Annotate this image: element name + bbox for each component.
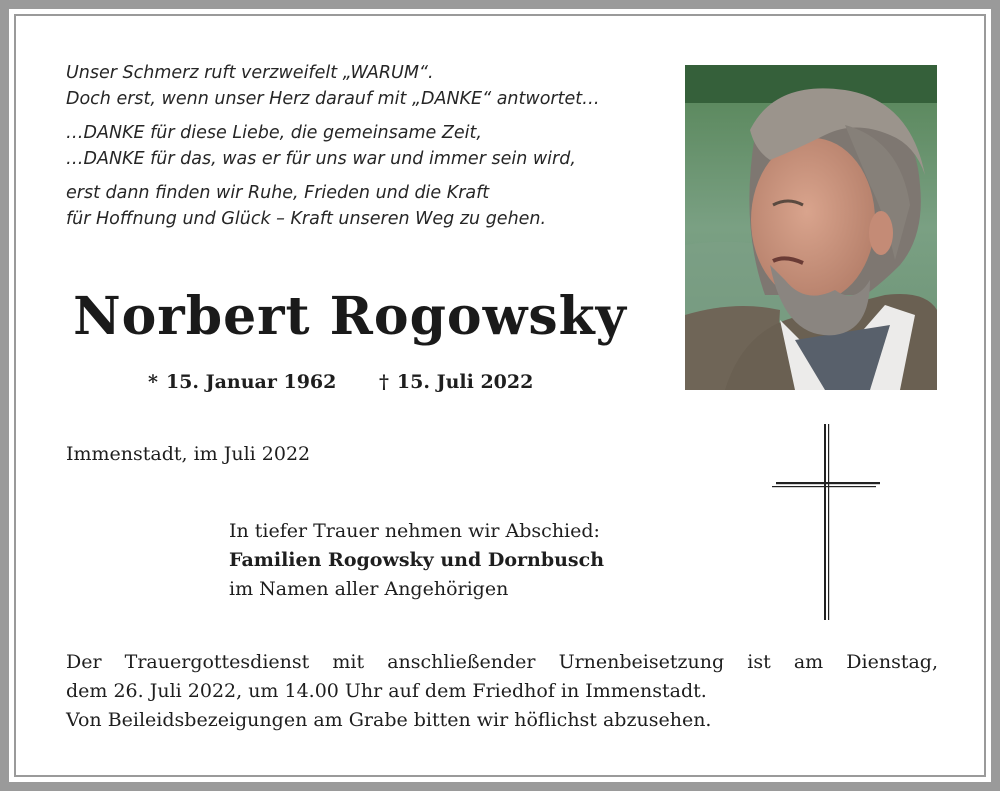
poem-line: …DANKE für das, was er für uns war und immer sein wird, [66, 149, 576, 169]
service-notice [66, 648, 938, 735]
birth-date: 15. Januar 1962 [165, 371, 337, 393]
poem [66, 60, 666, 240]
portrait-illustration [685, 65, 937, 390]
poem-line: Doch erst, wenn unser Herz darauf mit „DANKE“ antwortet… [66, 89, 600, 109]
poem-line: …DANKE für diese Liebe, die gemeinsame Zeit, [66, 123, 482, 143]
poem-stanza [66, 180, 666, 232]
mourners-relatives: im Namen aller Angehörigen [229, 578, 509, 600]
poem-line: für Hoffnung und Glück – Kraft unseren Weg zu gehen. [66, 209, 547, 229]
poem-stanza [66, 60, 666, 112]
birth-symbol: * [148, 371, 158, 393]
mourners-families: Familien Rogowsky und Dornbusch [229, 549, 605, 571]
death-symbol: † [378, 371, 389, 393]
mourners-block [229, 517, 604, 604]
service-line: dem 26. Juli 2022, um 14.00 Uhr auf dem Friedhof in Immenstadt. [66, 680, 707, 702]
poem-line: erst dann finden wir Ruhe, Frieden und die Kraft [66, 183, 490, 203]
mourners-intro: In tiefer Trauer nehmen wir Abschied: [229, 520, 600, 542]
death-date: 15. Juli 2022 [396, 371, 534, 393]
place-date: Immenstadt, im Juli 2022 [66, 443, 311, 465]
service-line: Der Trauergottesdienst mit anschließender Urnenbeisetzung ist am Dienstag, [66, 651, 938, 673]
life-dates [148, 371, 533, 393]
death-group [379, 371, 533, 393]
deceased-name: Norbert Rogowsky [73, 286, 627, 347]
portrait-photo [685, 65, 937, 390]
cross-icon [770, 424, 882, 622]
service-line: Von Beileidsbezeigungen am Grabe bitten wir höflichst abzusehen. [66, 709, 712, 731]
poem-stanza [66, 120, 666, 172]
poem-line: Unser Schmerz ruft verzweifelt „WARUM“. [66, 63, 434, 83]
